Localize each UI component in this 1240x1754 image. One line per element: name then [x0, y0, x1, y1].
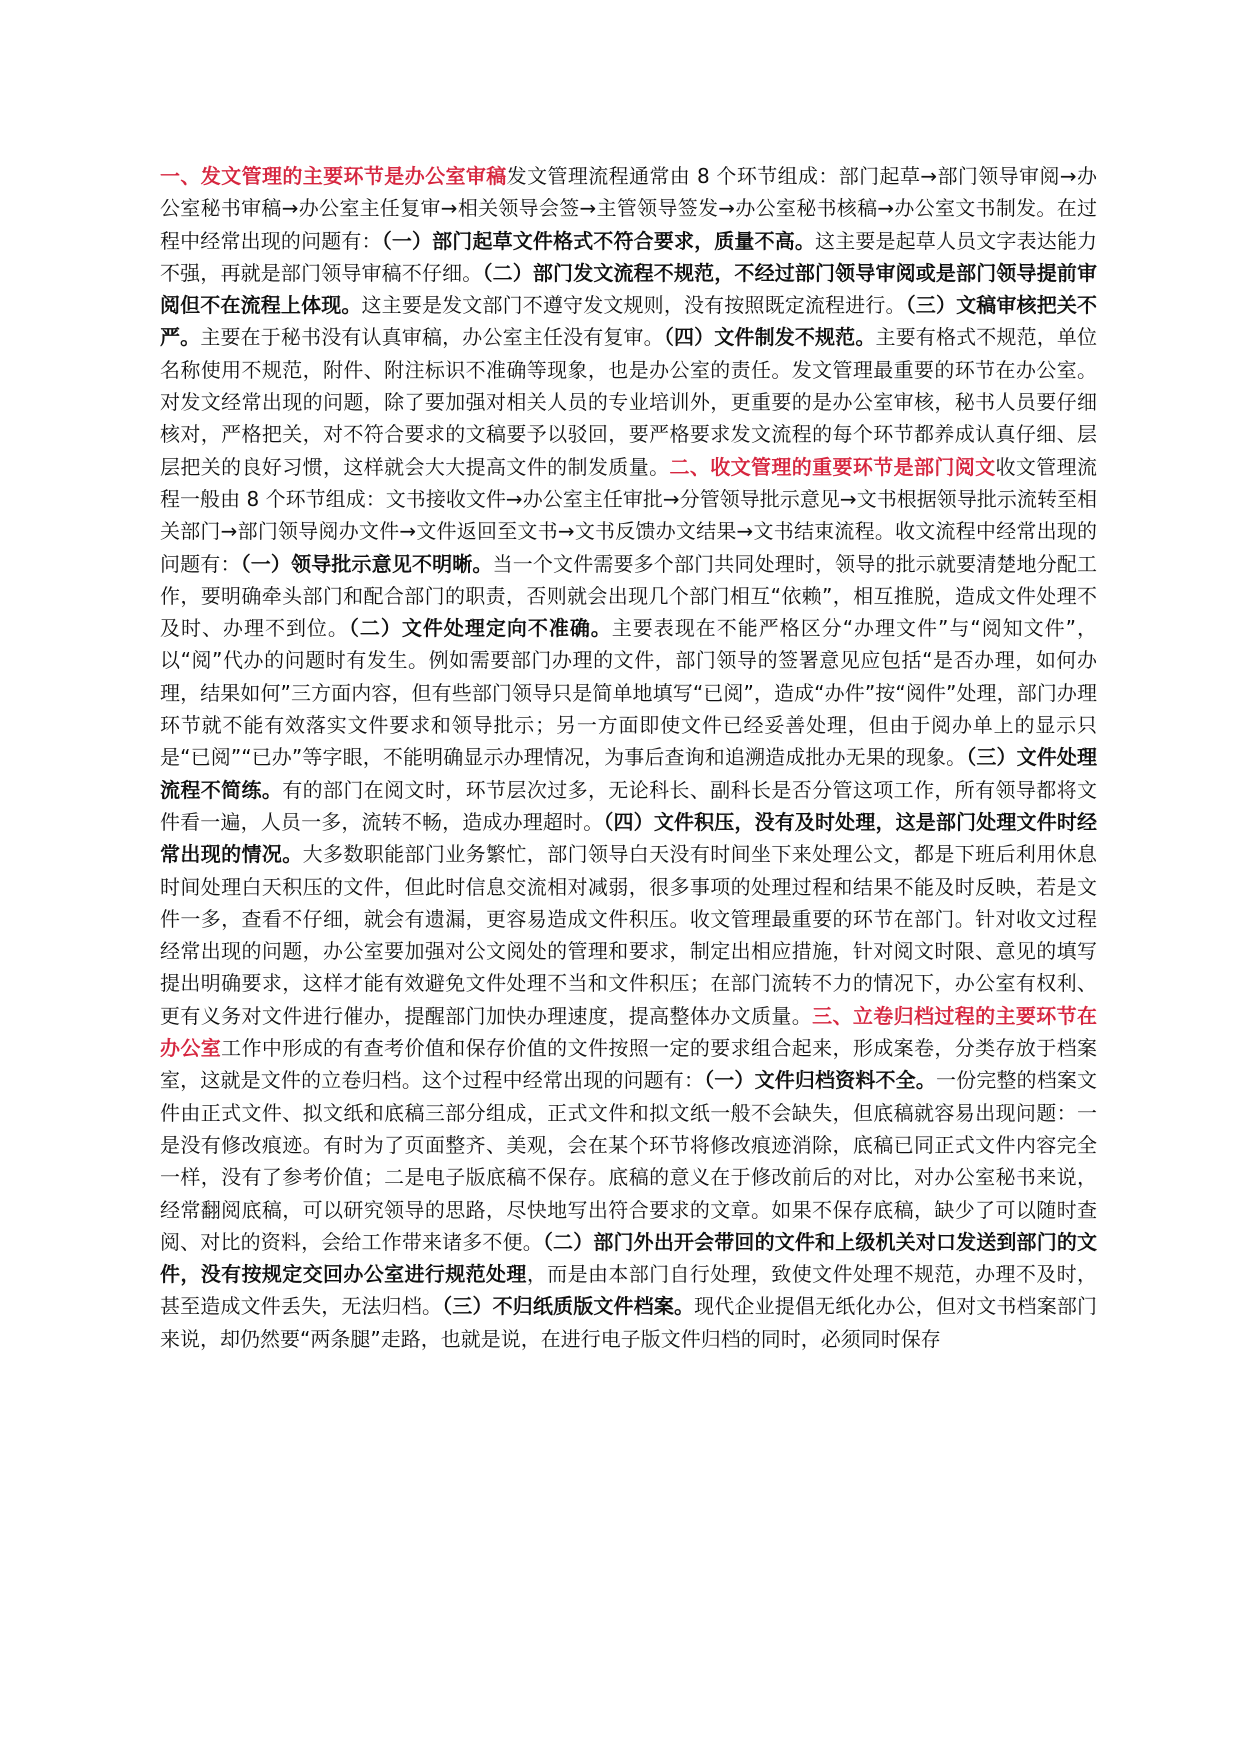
- section-1-point-4-title: （四）文件制发不规范。: [663, 325, 876, 350]
- section-2-intro: 收文管理流程一般由 8 个环节组成：文书接收文件→办公室主任审批→分管领导批示意见→文书根据领导批示流转至相关部门→部门领导阅办文件→文件返回至文书→文书反馈办文结果→文书结束流程。收文流程中经常出现的问题有：: [160, 454, 1098, 576]
- document-body: [160, 160, 1097, 1355]
- section-heading-2: 二、收文管理的重要环节是部门阅文: [669, 454, 996, 479]
- section-1-point-3-title: （三）文稿审核把关不严。: [160, 293, 1098, 350]
- section-heading-3: 三、立卷归档过程的主要环节在办公室: [160, 1003, 1098, 1061]
- section-3-point-3-text: 现代企业提倡无纸化办公，但对文书档案部门来说，却仍然要“两条腿”走路，也就是说，在进行电子版文件归档的同时，必须同时保存: [160, 1294, 1098, 1351]
- section-1-point-2-text: 这主要是发文部门不遵守发文规则，没有按照既定流程进行。: [361, 293, 906, 318]
- section-1-point-2-title: （二）部门发文流程不规范，不经过部门领导审阅或是部门领导提前审阅但不在流程上体现。: [160, 260, 1098, 318]
- section-2-point-3-title: （三）文件处理流程不简练。: [160, 745, 1098, 802]
- section-3-point-3-title: （三）不归纸质版文件档案。: [442, 1294, 695, 1319]
- section-2-point-4-text: 大多数职能部门业务繁忙，部门领导白天没有时间坐下来处理公文，都是下班后利用休息时间处理白天积压的文件，但此时信息交流相对减弱，很多事项的处理过程和结果不能及时反映，若是文件一多，查看不仔细，就会有遗漏，更容易造成文件积压。收文管理最重要的环节在部门。针对收文过程经常出现的问题，办公室要加强对公文阅处的管理和要求，制定出相应措施，针对阅文时限、意见的填写提出明确要求，这样才能有效避免文件处理不当和文件积压；在部门流转不力的情况下，办公室有权利、更有义务对文件进行催办，提醒部门加快办理速度，提高整体办文质量。: [160, 842, 1098, 1028]
- section-1-intro: 发文管理流程通常由 8 个环节组成：部门起草→部门领导审阅→办公室秘书审稿→办公室主任复审→相关领导会签→主管领导签发→办公室秘书核稿→办公室文书制发。在过程中经常出现的问题有：: [160, 164, 1097, 253]
- section-2-point-3-text: 有的部门在阅文时，环节层次过多，无论科长、副科长是否分管这项工作，所有领导都将文件看一遍，人员一多，流转不畅，造成办理超时。: [160, 777, 1098, 834]
- section-2-point-2-text: 主要表现在不能严格区分“办理文件”与“阅知文件”，以“阅”代办的问题时有发生。例如需要部门办理的文件，部门领导的签署意见应包括“是否办理，如何办理，结果如何”三方面内容，但有些部门领导只是简单地填写“已阅”，造成“办件”按“阅件”处理，部门办理环节就不能有效落实文件要求和领导批示；另一方面即使文件已经妥善处理，但由于阅办单上的显示只是“已阅”“已办”等字眼，不能明确显示办理情况，为事后查询和追溯造成批办无果的现象。: [160, 616, 1098, 770]
- section-1-point-1-text: 这主要是起草人员文字表达能力不强，再就是部门领导审稿不仔细。: [160, 228, 1098, 285]
- section-heading-1: 一、发文管理的主要环节是办公室审稿: [160, 164, 507, 188]
- section-3-intro: 工作中形成的有查考价值和保存价值的文件按照一定的要求组合起来，形成案卷，分类存放于档案室，这就是文件的立卷归档。这个过程中经常出现的问题有：: [160, 1036, 1098, 1093]
- section-1-point-3-text: 主要在于秘书没有认真审稿，办公室主任没有复审。: [200, 325, 664, 350]
- section-3-point-2-title: （二）部门外出开会带回的文件和上级机关对口发送到部门的文件，没有按规定交回办公室进行规范处理: [160, 1229, 1098, 1287]
- section-2-point-4-title: （四）文件积压，没有及时处理，这是部门处理文件时经常出现的情况。: [160, 809, 1098, 867]
- section-2-point-1-text: 当一个文件需要多个部门共同处理时，领导的批示就要清楚地分配工作，要明确牵头部门和配合部门的职责，否则就会出现几个部门相互“依赖”，相互推脱，造成文件处理不及时、办理不到位。: [160, 551, 1098, 641]
- section-3-point-1-title: （一）文件归档资料不全。: [704, 1068, 936, 1093]
- section-1-point-4-text: 主要有格式不规范，单位名称使用不规范，附件、附注标识不准确等现象，也是办公室的责任。发文管理最重要的环节在办公室。对发文经常出现的问题，除了要加强对相关人员的专业培训外，更重要的是办公室审核，秘书人员要仔细核对，严格把关，对不符合要求的文稿要予以驳回，要严格要求发文流程的每个环节都养成认真仔细、层层把关的良好习惯，这样就会大大提高文件的制发质量。: [160, 325, 1098, 479]
- section-2-point-2-title: （二）文件处理定向不准确。: [348, 616, 612, 641]
- section-2-point-1-title: （一）领导批示意见不明晰。: [240, 551, 493, 576]
- section-1-point-1-title: （一）部门起草文件格式不符合要求，质量不高。: [381, 228, 816, 253]
- section-3-point-2-text: ，而是由本部门自行处理，致使文件处理不规范，办理不及时，甚至造成文件丢失，无法归档。: [160, 1262, 1098, 1319]
- section-3-point-1-text: 一份完整的档案文件由正式文件、拟文纸和底稿三部分组成，正式文件和拟文纸一般不会缺失，但底稿就容易出现问题：一是没有修改痕迹。有时为了页面整齐、美观，会在某个环节将修改痕迹消除，底稿已同正式文件内容完全一样，没有了参考价值；二是电子版底稿不保存。底稿的意义在于修改前后的对比，对办公室秘书来说，经常翻阅底稿，可以研究领导的思路，尽快地写出符合要求的文章。如果不保存底稿，缺少了可以随时查阅、对比的资料，会给工作带来诸多不便。: [160, 1068, 1098, 1254]
- body-paragraph: [160, 160, 1097, 1355]
